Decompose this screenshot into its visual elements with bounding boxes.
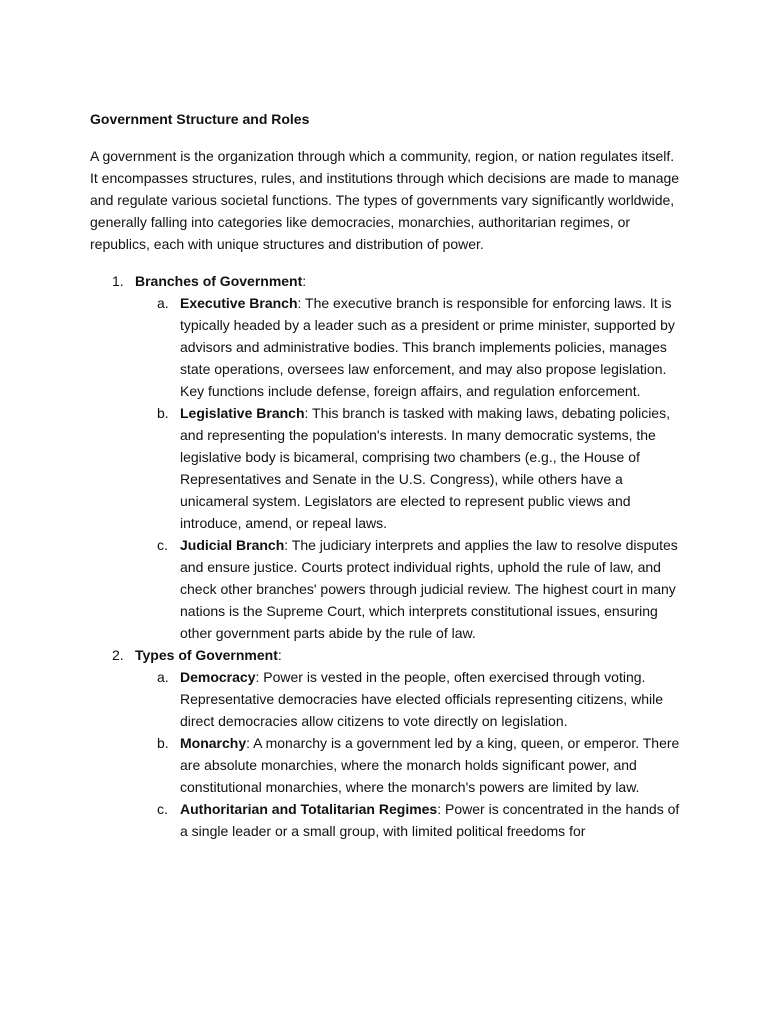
item-text: : Power is concentrated in the hands of a single leader or a small group, with limited political freedoms for	[180, 801, 680, 839]
list-item-monarchy	[135, 732, 680, 798]
item-term: Authoritarian and Totalitarian Regimes	[180, 801, 438, 817]
list-item-judicial	[135, 534, 680, 644]
item-text: : The executive branch is responsible for enforcing laws. It is typically headed by a leader such as a president or prime minister, supported by advisors and administrative bodies. This branch implements policies, manages state operations, oversees law enforcement, and may also propose legislation. Key functions include defense, foreign affairs, and regulation enforcement.	[180, 295, 675, 399]
item-text: : A monarchy is a government led by a king, queen, or emperor. There are absolute monarchies, where the monarch holds significant power, and constitutional monarchies, where the monarch's powers are limited by law.	[180, 735, 680, 795]
section-heading: Branches of Government:	[135, 273, 307, 289]
list-item-authoritarian	[135, 798, 680, 842]
item-text: : The judiciary interprets and applies the law to resolve disputes and ensure justice. Courts protect individual rights, uphold the rule of law, and check other branches' powers through judicial review. The highest court in many nations is the Supreme Court, which interprets constitutional issues, ensuring other government parts abide by the rule of law.	[180, 537, 678, 641]
item-letter: b.	[157, 405, 169, 421]
item-letter: c.	[157, 537, 168, 553]
section-branches	[90, 270, 680, 292]
item-letter: a.	[157, 295, 169, 311]
document-page	[90, 108, 680, 842]
document-title: Government Structure and Roles	[90, 111, 310, 127]
item-letter: a.	[157, 669, 169, 685]
item-term: Democracy	[180, 669, 256, 685]
item-text: : This branch is tasked with making laws, debating policies, and representing the population's interests. In many democratic systems, the legislative body is bicameral, comprising two chambers (e.g., the House of Representatives and Senate in the U.S. Congress), while others have a unicameral system. Legislators are elected to represent public views and introduce, amend, or repeal laws.	[180, 405, 670, 531]
list-item-legislative	[135, 402, 680, 534]
section-heading-text: Branches of Government	[135, 273, 303, 289]
item-letter: c.	[157, 801, 168, 817]
section-types	[90, 644, 680, 666]
list-item-democracy	[135, 666, 680, 732]
list-item-executive	[135, 292, 680, 402]
section-heading-text: Types of Government	[135, 647, 278, 663]
section-branches-items	[90, 292, 680, 644]
section-number: 1.	[112, 273, 124, 289]
section-types-items	[90, 666, 680, 842]
item-term: Legislative Branch	[180, 405, 305, 421]
item-term: Executive Branch	[180, 295, 298, 311]
item-term: Monarchy	[180, 735, 247, 751]
section-number: 2.	[112, 647, 124, 663]
intro-paragraph: A government is the organization through which a community, region, or nation regulates itself. It encompasses structures, rules, and institutions through which decisions are made to manage and regulate various societal functions. The types of governments vary significantly worldwide, generally falling into categories like democracies, monarchies, authoritarian regimes, or republics, each with unique structures and distribution of power.	[90, 148, 680, 252]
item-text: : Power is vested in the people, often exercised through voting. Representative democracies have elected officials representing citizens, while direct democracies allow citizens to vote directly on legislation.	[180, 669, 663, 729]
item-term: Judicial Branch	[180, 537, 285, 553]
section-heading: Types of Government:	[135, 647, 282, 663]
item-letter: b.	[157, 735, 169, 751]
